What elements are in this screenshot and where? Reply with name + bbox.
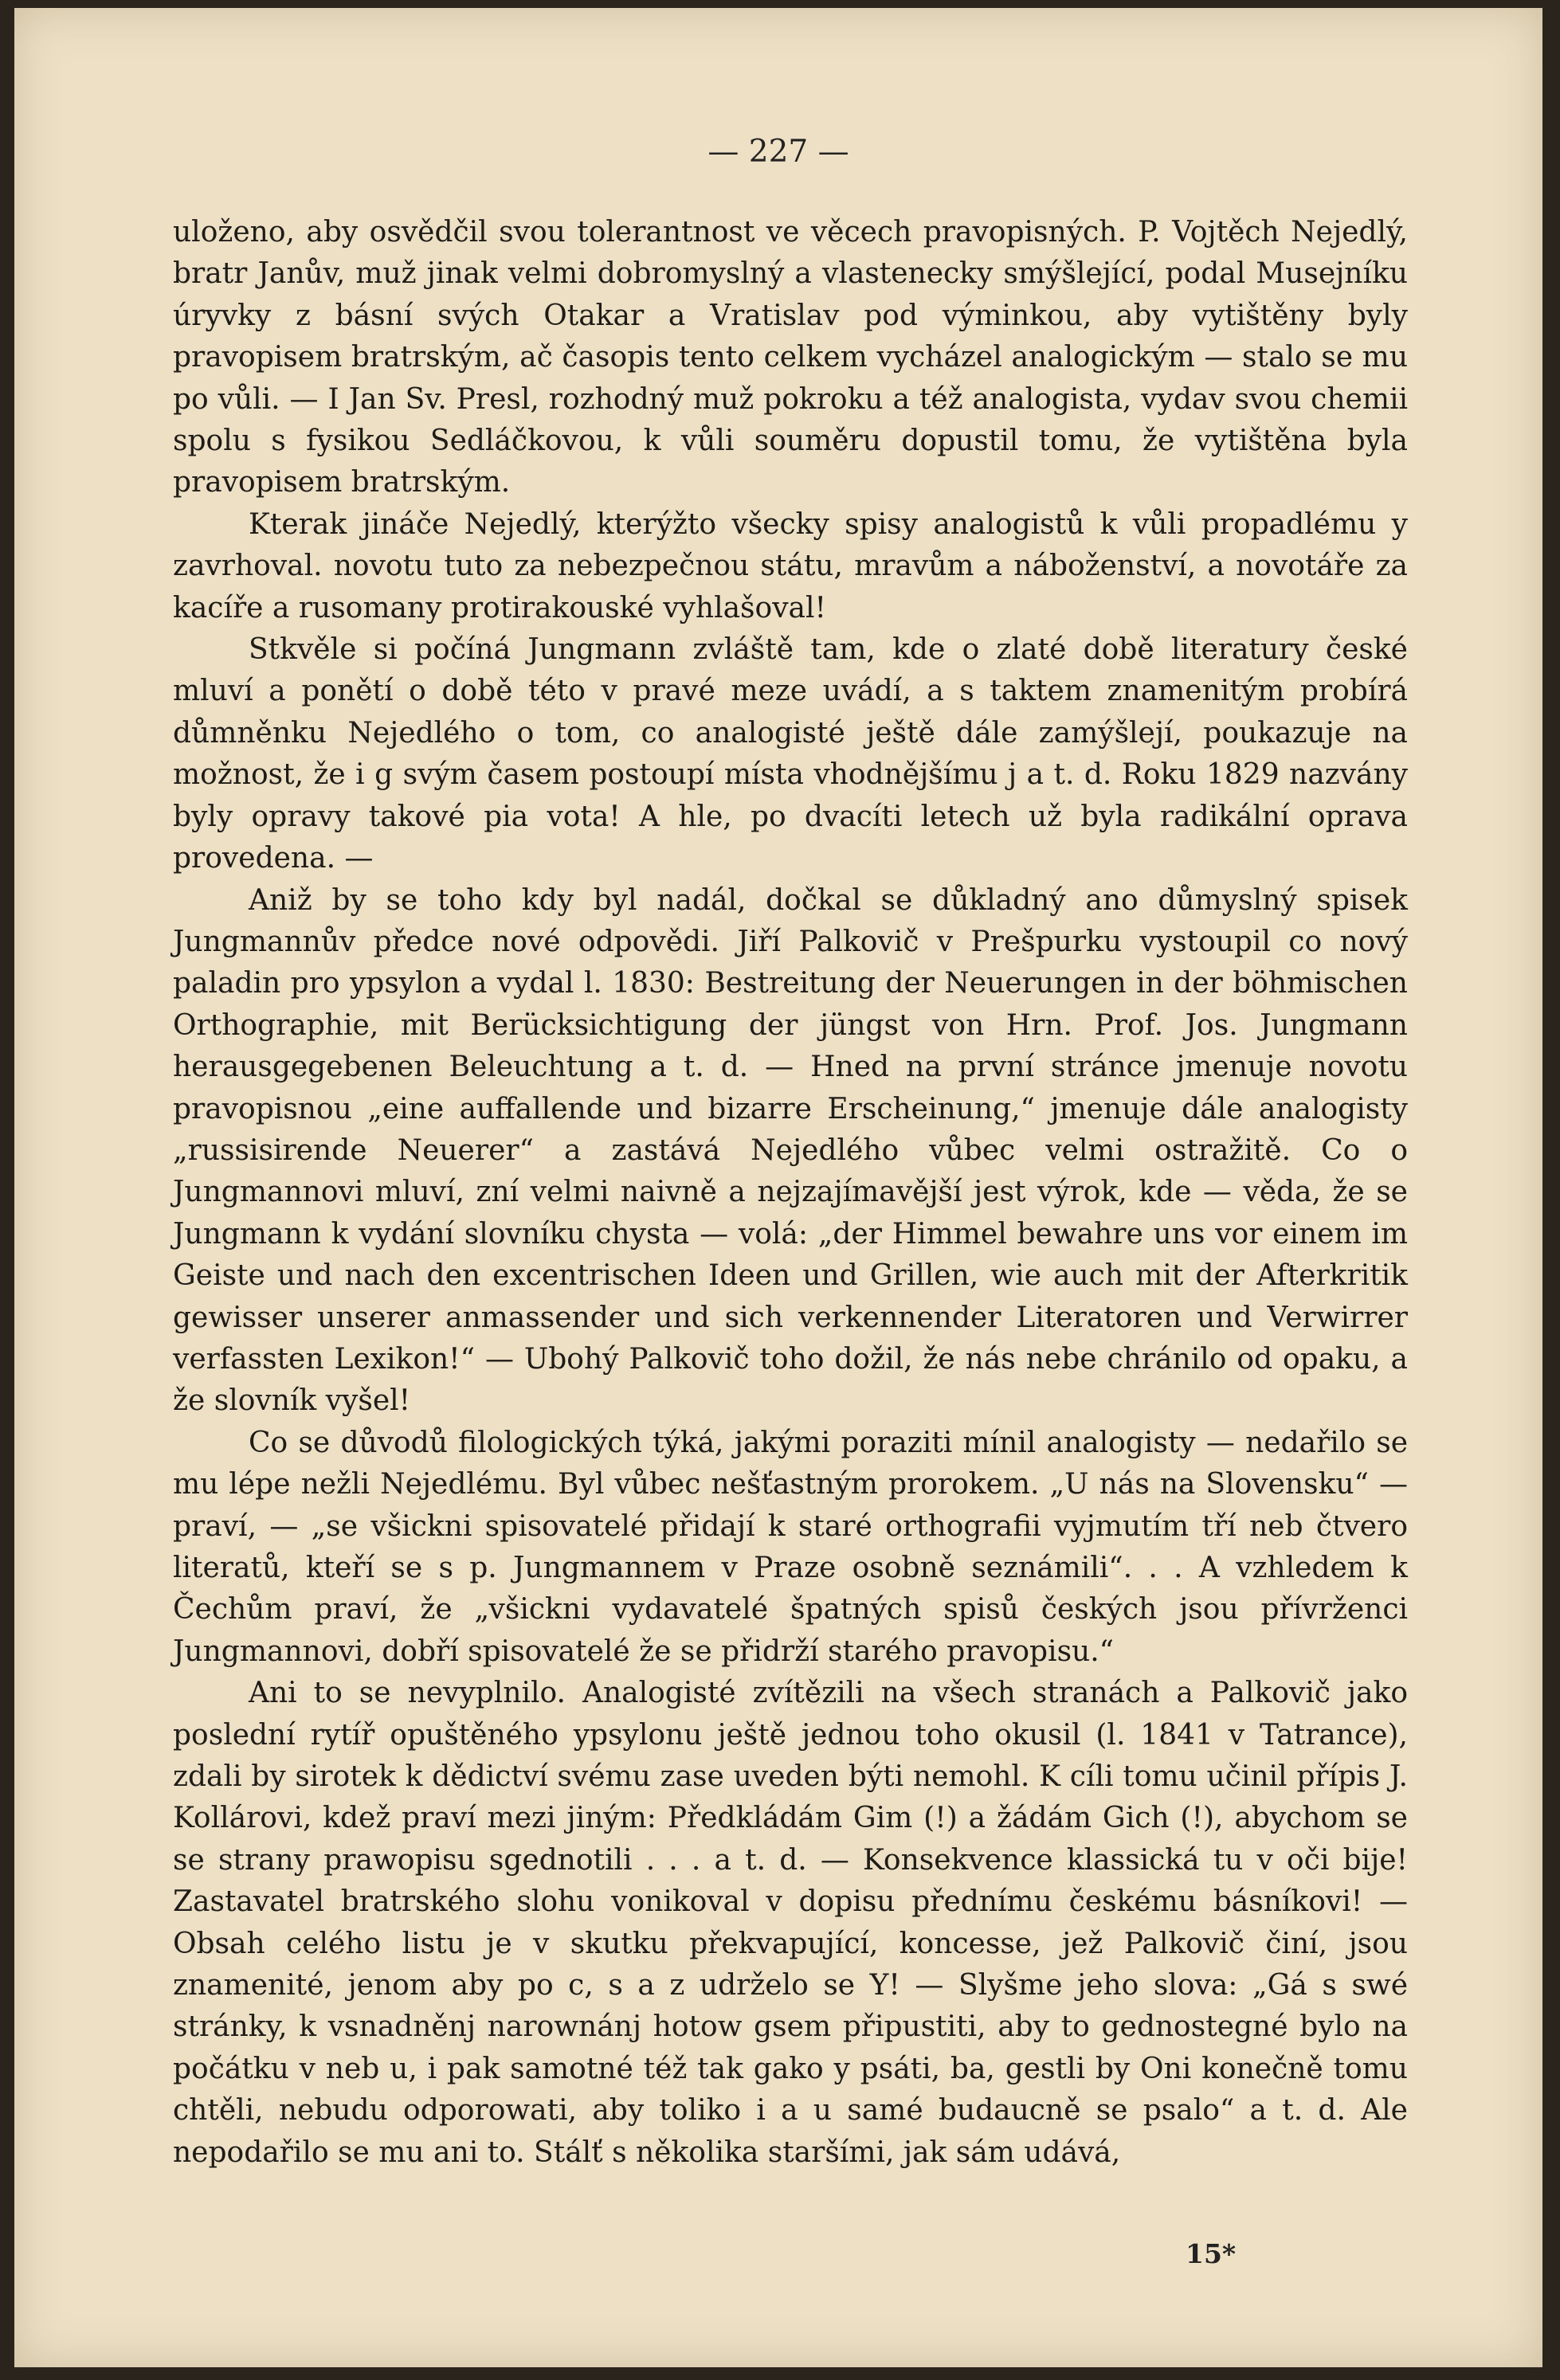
page-number: — 227 — <box>707 134 849 170</box>
signature-mark: 15* <box>1186 2238 1237 2269</box>
book-page <box>14 8 1542 2367</box>
paragraph: Co se důvodů filologických týká, jakými poraziti mínil analogisty — nedařilo se mu lépe nežli Nejedlému. Byl vůbec nešťastným prorokem. „U nás na Slovensku“ — praví, — „se všickni spisovatelé přidají k staré orthografii vyjmutím tří neb čtvero literatů, kteří se s p. Jungmannem v Praze osobně seznámili“. . . A vzhledem k Čechům praví, že „všickni vydavatelé špatných spisů českých jsou přívrženci Jungmannovi, dobří spisovatelé že se přidrží starého pravopisu.“ <box>173 1426 1408 1668</box>
paragraph: Kterak jináče Nejedlý, kterýžto všecky spisy analogistů k vůli propadlému y zavrhoval. novotu tuto za nebezpečnou státu, mravům a náboženství, a novotáře za kacíře a rusomany protirakouské vyhlašoval! <box>173 507 1408 624</box>
paragraph: Stkvěle si počíná Jungmann zvláště tam, kde o zlaté době literatury české mluví a ponětí o době této v pravé meze uvádí, a s taktem znamenitým probírá důmněnku Nejedlého o tom, co analogisté ještě dále zamýšlejí, poukazuje na možnost, že i g svým časem postoupí místa vhodnějšímu j a t. d. Roku 1829 nazvány byly opravy takové pia vota! A hle, po dvacíti letech už byla radikální oprava provedena. — <box>173 633 1408 875</box>
paragraph: Ani to se nevyplnilo. Analogisté zvítězili na všech stranách a Palkovič jako poslední rytíř opuštěného ypsylonu ještě jednou toho okusil (l. 1841 v Tatrance), zdali by sirotek k dědictví svému zase uveden býti nemohl. K cíli tomu učinil přípis J. Kollárovi, kdež praví mezi jiným: Předkládám Gim (!) a žádám Gich (!), abychom se se strany prawopisu sgednotili . . . a t. d. — Konsekvence klassická tu v oči bije! Zastavatel bratrského slohu vonikoval v dopisu přednímu českému básníkovi! — Obsah celého listu je v skutku překvapující, koncesse, jež Palkovič činí, jsou znamenité, jenom aby po c, s a z udrželo se Y! — Slyšme jeho slova: „Gá s swé stránky, k vsnadněnj narownánj hotow gsem připustiti, aby to gednostegné bylo na počátku v neb u, i pak samotné též tak gako y psáti, ba, gestli by Oni konečně tomu chtěli, nebudu odporowati, aby toliko i a u samé budaucně se psalo“ a t. d. Ale nepodařilo se mu ani to. Stálť s několika staršími, jak sám udává, <box>173 1677 1408 2169</box>
paragraph: Aniž by se toho kdy byl nadál, dočkal se důkladný ano důmyslný spisek Jungmannův předce nové odpovědi. Jiří Palkovič v Prešpurku vystoupil co nový paladin pro ypsylon a vydal l. 1830: Bestreitung der Neuerungen in der böhmischen Orthographie, mit Berücksichtigung der jüngst von Hrn. Prof. Jos. Jungmann herausgegebenen Beleuchtung a t. d. — Hned na první stránce jmenuje novotu pravopisnou „eine auffallende und bizarre Erscheinung,“ jmenuje dále analogisty „russisirende Neuerer“ a zastává Nejedlého vůbec velmi ostražitě. Co o Jungmannovi mluví, zní velmi naivně a nejzajímavější jest výrok, kde — věda, že se Jungmann k vydání slovníku chysta — volá: „der Himmel bewahre uns vor einem im Geiste und nach den excentrischen Ideen und Grillen, wie auch mit der Afterkritik gewisser unserer anmassender und sich verkennender Literatoren und Verwirrer verfassten Lexikon!“ — Ubohý Palkovič toho dožil, že nás nebe chránilo od opaku, a že slovník vyšel! <box>173 883 1408 1418</box>
paragraph: uloženo, aby osvědčil svou tolerantnost ve věcech pravopisných. P. Vojtěch Nejedlý, bratr Janův, muž jinak velmi dobromyslný a vlastenecky smýšlející, podal Musejníku úryvky z básní svých Otakar a Vratislav pod výminkou, aby vytištěny byly pravopisem bratrským, ač časopis tento celkem vycházel analogickým — stalo se mu po vůli. — I Jan Sv. Presl, rozhodný muž pokroku a též analogista, vydav svou chemii spolu s fysikou Sedláčkovou, k vůli souměru dopustil tomu, že vytištěna byla pravopisem bratrským. <box>173 216 1408 499</box>
body-text <box>173 212 1408 2174</box>
